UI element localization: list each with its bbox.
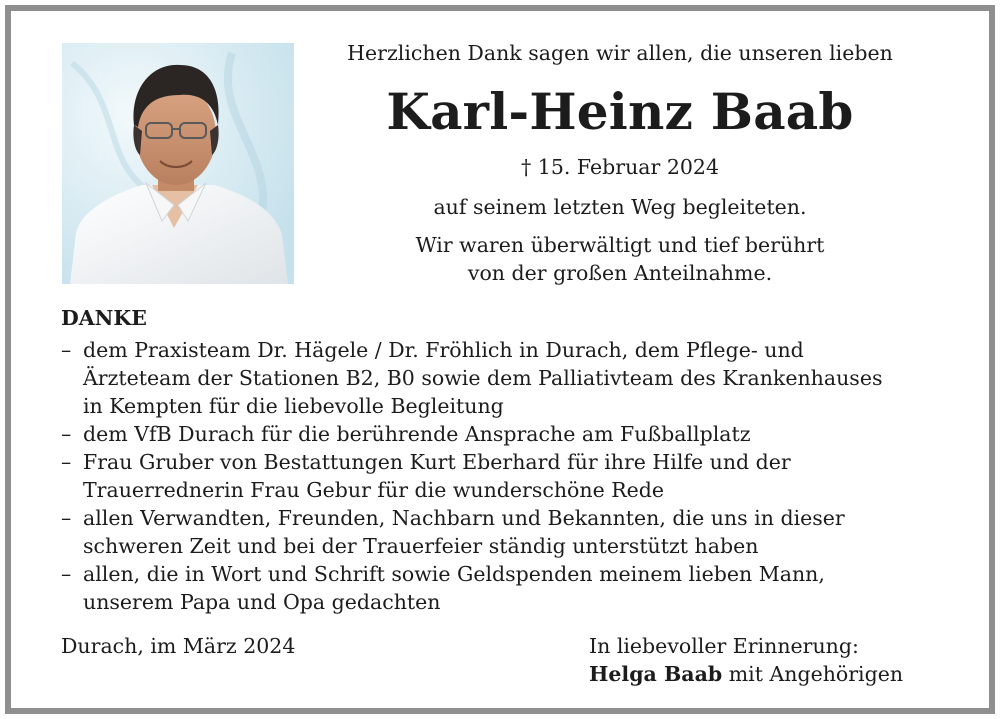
touched-line-1: Wir waren überwältigt und tief berührt — [415, 233, 825, 257]
thanks-heading: DANKE — [61, 306, 147, 330]
thanks-item — [61, 448, 941, 504]
death-line — [320, 153, 920, 181]
last-way-text: auf seinem letzten Weg begleiteten. — [433, 195, 807, 219]
thanks-item — [61, 336, 941, 420]
signer-rest: mit Angehörigen — [722, 662, 904, 686]
thanks-list — [61, 336, 941, 616]
dash-marker: – — [61, 338, 72, 362]
touched-line-2: von der großen Anteilnahme. — [467, 261, 773, 285]
signer-line — [589, 660, 903, 688]
thanks-item — [61, 504, 941, 560]
dash-marker: – — [61, 506, 72, 530]
thanks-item-text: dem VfB Durach für die berührende Ansprache am Fußballplatz — [83, 422, 751, 446]
thanks-item-text: dem Praxisteam Dr. Hägele / Dr. Fröhlich in Durach, dem Pflege- und Ärzteteam der Stationen B2, B0 sowie dem Palliativteam des Krankenhauses in Kempten für die liebevolle Begleitung — [83, 338, 883, 418]
place-date: Durach, im März 2024 — [61, 634, 296, 658]
thanks-item — [61, 560, 941, 616]
portrait-photo — [62, 43, 294, 284]
death-date: 15. Februar 2024 — [537, 155, 719, 179]
portrait-illustration — [62, 43, 294, 284]
dash-marker: – — [61, 422, 72, 446]
thanks-item-text: allen, die in Wort und Schrift sowie Geldspenden meinem lieben Mann, unserem Papa und Opa gedachten — [83, 562, 825, 614]
memory-line: In liebevoller Erinnerung: — [589, 634, 859, 658]
thanks-item-text: allen Verwandten, Freunden, Nachbarn und Bekannten, die uns in dieser schweren Zeit und bei der Trauerfeier ständig unterstützt haben — [83, 506, 845, 558]
dash-marker: – — [61, 562, 72, 586]
thanks-item — [61, 420, 941, 448]
signature-block — [589, 632, 903, 688]
cross-symbol: † — [521, 155, 532, 179]
deceased-name: Karl-Heinz Baab — [386, 82, 854, 141]
signer-name: Helga Baab — [589, 662, 723, 686]
thanks-item-text: Frau Gruber von Bestattungen Kurt Eberhard für ihre Hilfe und der Trauerrednerin Frau Gebur für die wunderschöne Rede — [83, 450, 791, 502]
touched-text — [320, 231, 920, 287]
dash-marker: – — [61, 450, 72, 474]
intro-text: Herzlichen Dank sagen wir allen, die unseren lieben — [347, 41, 893, 65]
